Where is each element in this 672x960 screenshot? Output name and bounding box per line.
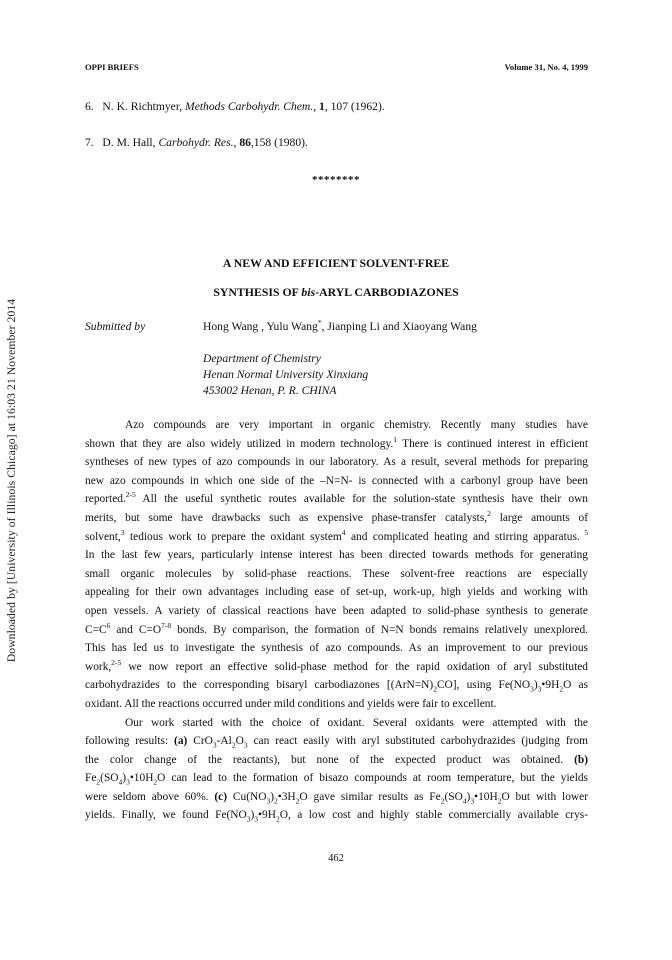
reference-6 xyxy=(85,100,385,113)
text-run: •10H xyxy=(129,772,154,785)
text-run: reported. xyxy=(85,493,126,506)
journal-section-label: OPPI BRIEFS xyxy=(85,62,139,72)
body-line xyxy=(85,435,588,454)
reference-separator: , xyxy=(233,136,237,149)
body-line xyxy=(85,658,588,677)
body-line: In the last few years, particularly intense interest has been directed towards methods for generating xyxy=(85,549,588,562)
formula-subscript: 2 xyxy=(274,796,278,806)
text-run: ) xyxy=(270,790,274,803)
reference-number: 6. xyxy=(85,100,94,113)
text-run: CrO xyxy=(187,735,213,748)
reference-authors: N. K. Richtmyer, xyxy=(102,100,183,113)
formula-subscript: 4 xyxy=(118,777,123,787)
text-run: •3H xyxy=(277,790,296,803)
text-run: were seldom above 60%. xyxy=(85,790,215,803)
text-run: ) xyxy=(533,679,538,692)
list-marker: (c) xyxy=(214,790,228,803)
body-line: This has led us to investigate the synthesis of azo compounds. As an improvement to our previous xyxy=(85,642,588,655)
formula-subscript: 2 xyxy=(153,777,158,787)
text-run: Fe xyxy=(85,772,97,785)
formula-subscript: 2 xyxy=(96,777,101,787)
citation-superscript: 2-5 xyxy=(125,490,136,500)
reference-7 xyxy=(85,136,308,149)
text-run: •9H xyxy=(541,679,560,692)
text-run: O gave similar results as Fe xyxy=(299,790,441,803)
text-run: we now report an effective solid-phase method for the rapid oxidation of aryl substituted xyxy=(121,660,588,673)
page-number: 462 xyxy=(328,853,344,864)
formula-subscript: 2 xyxy=(440,796,445,806)
text-run: and C=O xyxy=(110,623,162,636)
citation-superscript: 6 xyxy=(106,620,111,630)
body-line: syntheses of new types of azo compounds in our laboratory. As a result, several methods for preparing xyxy=(85,456,588,469)
affiliation-address: 453002 Henan, P. R. CHINA xyxy=(203,384,337,397)
text-run: (SO xyxy=(100,772,119,785)
body-line xyxy=(85,769,588,788)
body-line xyxy=(85,509,588,528)
formula-subscript: 2 xyxy=(559,684,564,694)
reference-journal: Methods Carbohydr. Chem. xyxy=(185,100,314,113)
text-run: •10H xyxy=(474,790,498,803)
author-list xyxy=(203,320,477,333)
body-line xyxy=(85,676,588,695)
text-run: There is continued interest in efficient xyxy=(397,437,589,450)
running-header xyxy=(85,62,588,72)
body-line: Azo compounds are very important in organic chemistry. Recently many studies have xyxy=(125,419,588,431)
reference-separator: , xyxy=(313,100,317,113)
citation-superscript: 1 xyxy=(393,434,397,444)
reference-volume: 1 xyxy=(319,100,325,113)
formula-subscript: 3 xyxy=(254,814,259,824)
text-run: O xyxy=(235,735,244,748)
formula-subscript: 3 xyxy=(530,684,534,694)
volume-label: Volume 31, No. 4, 1999 xyxy=(504,62,588,72)
body-line: open vessels. A variety of classical reactions have been adapted to solid-phase synthesis to generate xyxy=(85,604,588,617)
body-line xyxy=(85,490,588,509)
submitted-by-label: Submitted by xyxy=(85,320,146,333)
text-run: bonds. By comparison, the formation of N=N bonds remains relatively unexplored. xyxy=(171,623,588,636)
formula-subscript: 3 xyxy=(266,796,271,806)
citation-superscript: 4 xyxy=(341,527,346,537)
reference-number: 7. xyxy=(85,136,94,149)
text-run: ) xyxy=(466,790,471,803)
formula-subscript: 3 xyxy=(126,777,130,787)
text-run: tedious work to prepare the oxidant system xyxy=(124,530,342,543)
formula-subscript: 2 xyxy=(275,814,280,824)
formula-subscript: 2 xyxy=(295,796,300,806)
citation-superscript: 7-8 xyxy=(161,620,172,630)
download-watermark-text: Downloaded by [University of Illinois Chicago] at 16:03 21 November 2014 xyxy=(5,298,19,662)
text-run: O but with lower xyxy=(501,790,588,803)
body-line: small organic molecules by solid-phase reactions. These solvent-free reactions are especially xyxy=(85,567,588,580)
authors-part: Hong Wang , Yulu Wang xyxy=(203,320,318,333)
text-run: O, a low cost and highly stable commercially available crys- xyxy=(279,809,588,822)
text-run: All the useful synthetic routes available for the solution-state synthesis have their own xyxy=(135,493,588,506)
body-line: appealing for their own advantages including ease of set-up, work-up, high yields and working with xyxy=(85,586,588,599)
text-run: yields. Finally, we found Fe(NO xyxy=(85,809,247,822)
text-run: the color change of the reactants), but none of the expected product was obtained. xyxy=(85,753,575,766)
text-run: ) xyxy=(122,772,127,785)
text-run: carbohydrazides to the corresponding bisaryl carbodiazones [(ArN=N) xyxy=(85,679,434,692)
text-run: -Al xyxy=(216,735,232,748)
text-run: C=C xyxy=(85,623,107,636)
reference-journal: Carbohydr. Res. xyxy=(158,136,234,149)
text-run: ) xyxy=(250,809,255,822)
title-fragment: -ARYL CARBODIAZONES xyxy=(315,285,459,299)
reference-details: ,158 (1980). xyxy=(250,136,308,149)
formula-subscript: 2 xyxy=(497,796,502,806)
citation-superscript: 2 xyxy=(487,509,491,519)
text-run: Cu(NO xyxy=(227,790,267,803)
download-watermark xyxy=(0,270,24,690)
formula-subscript: 3 xyxy=(212,740,217,750)
text-run: can react easily with aryl substituted carbohydrazides (judging from xyxy=(247,735,589,748)
text-run: large amounts of xyxy=(490,511,588,524)
list-marker: (b) xyxy=(574,753,588,766)
reference-authors: D. M. Hall, xyxy=(102,136,156,149)
body-line xyxy=(85,528,588,547)
affiliation-department: Department of Chemistry xyxy=(203,352,321,365)
formula-subscript: 4 xyxy=(462,796,467,806)
citation-superscript: 2-5 xyxy=(111,657,122,667)
article-title-line-1: A NEW AND EFFICIENT SOLVENT-FREE xyxy=(222,256,450,270)
text-run: •9H xyxy=(258,809,276,822)
body-line xyxy=(85,732,588,751)
body-line: new azo compounds in which one side of the –N=N- is connected with a carbonyl group have been xyxy=(85,474,588,487)
body-line xyxy=(85,806,588,825)
article-title-line-2 xyxy=(0,285,672,300)
body-line xyxy=(85,621,588,640)
citation-superscript: 3 xyxy=(120,527,125,537)
title-italic-fragment: bis xyxy=(301,285,316,299)
formula-subscript: 3 xyxy=(243,740,248,750)
reference-volume: 86 xyxy=(239,136,251,149)
body-line: Our work started with the choice of oxidant. Several oxidants were attempted with the xyxy=(125,716,588,729)
formula-subscript: 2 xyxy=(433,684,437,694)
formula-subscript: 2 xyxy=(231,740,236,750)
body-line: oxidant. All the reactions occurred under mild conditions and yields were fair to excellent. xyxy=(85,697,497,710)
formula-subscript: 3 xyxy=(246,814,251,824)
authors-part: , Jianping Li and Xiaoyang Wang xyxy=(321,320,477,333)
text-run: O as xyxy=(563,679,589,692)
text-run: O can lead to the formation of bisazo compounds at room temperature, but the yields xyxy=(157,772,588,785)
text-run: shown that they are also widely utilized in modern technology. xyxy=(85,437,394,450)
citation-superscript: 5 xyxy=(579,527,588,537)
text-run: merits, but some have drawbacks such as expensive phase-transfer catalysts, xyxy=(85,511,488,524)
body-line xyxy=(85,751,588,770)
text-run: solvent, xyxy=(85,530,121,543)
text-run: work, xyxy=(85,660,112,673)
section-separator: ******** xyxy=(312,174,360,186)
formula-subscript: 3 xyxy=(470,796,475,806)
affiliation-university: Henan Normal University Xinxiang xyxy=(203,368,369,381)
reference-details: , 107 (1962). xyxy=(324,100,385,113)
corresponding-author-mark: * xyxy=(317,318,322,328)
article-body xyxy=(85,416,588,825)
text-run: and complicated heating and stirring apparatus. xyxy=(345,530,580,543)
title-fragment: SYNTHESIS OF xyxy=(213,285,299,299)
list-marker: (a) xyxy=(174,735,188,748)
text-run: CO], using Fe(NO xyxy=(436,679,531,692)
body-line xyxy=(85,788,588,807)
formula-subscript: 3 xyxy=(537,684,542,694)
text-run: (SO xyxy=(444,790,463,803)
text-run: following results: xyxy=(85,735,175,748)
